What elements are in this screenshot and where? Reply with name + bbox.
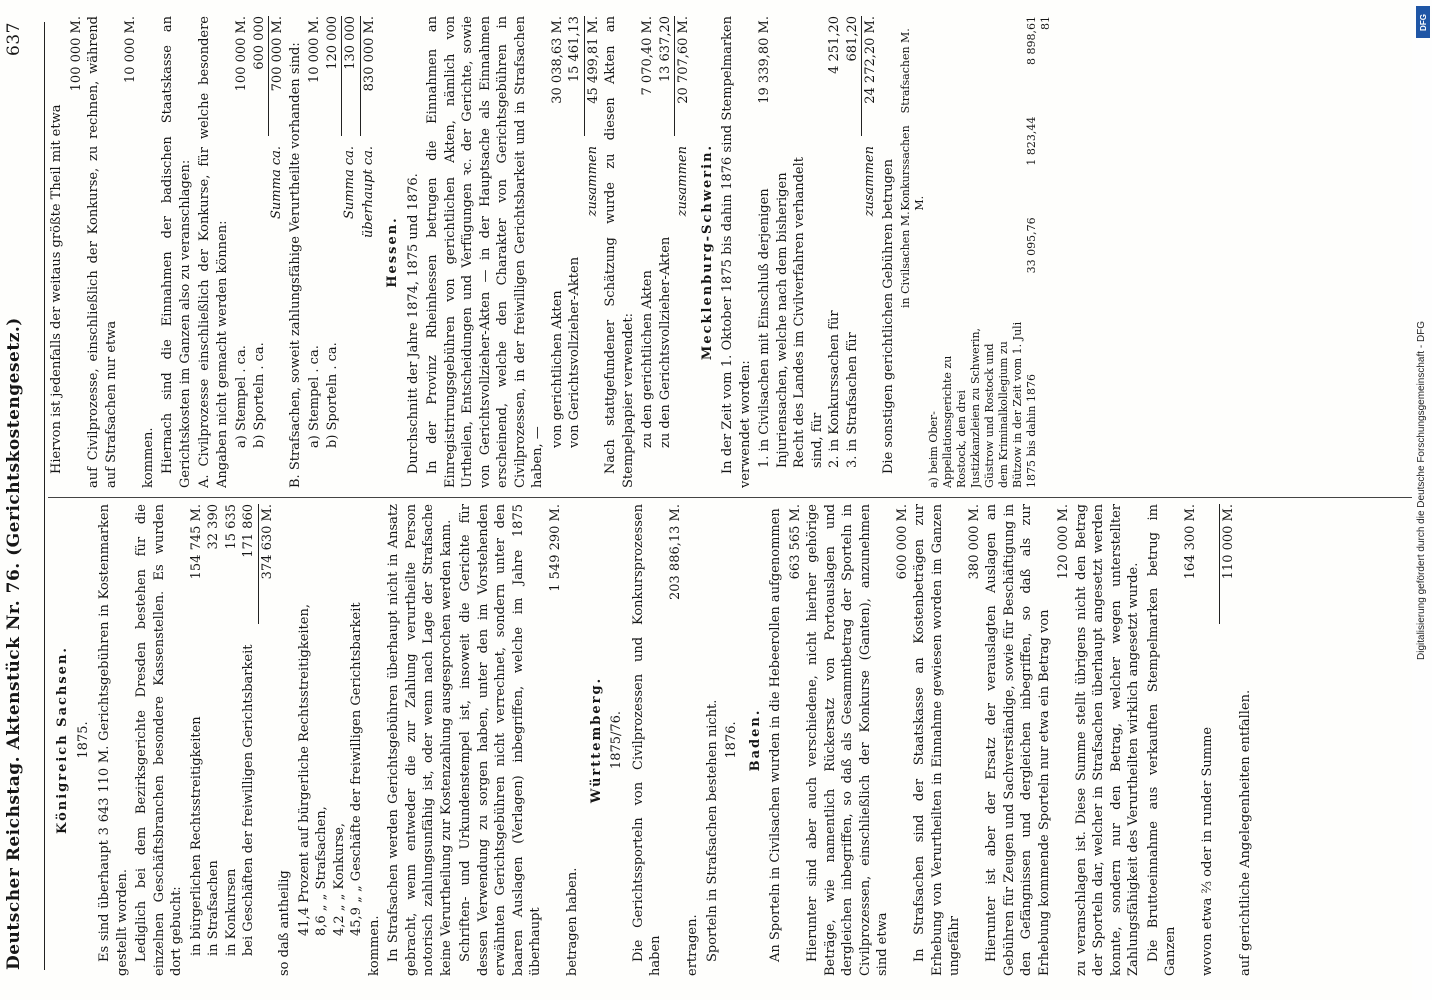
table-row: bei Geschäften der freiwilligen Gerichtsbarkeit 171 860 <box>241 504 256 956</box>
header-title: Deutscher Reichstag. Aktenstück Nr. 76. (Gerichtskostengesetz.) <box>4 317 24 970</box>
table-row: a) Stempel . ca. 100 000 M. <box>234 16 249 448</box>
sum-row: Summa ca. 700 000 M. <box>269 16 285 219</box>
section-heading-sachsen: Königreich Sachsen. <box>55 646 70 834</box>
paragraph: so daß antheilig <box>277 870 292 976</box>
paragraph: Schriften- und Urkundenstempel ist, insoweit die Gerichte für dessen Verwendung zu sorgen haben, unter den im Vorstehenden erwähnten Gerichtsgebühren nicht verrechnet, sondern unter den baaren Auslagen (Verlagen) inbegriffen, welche im Jahre 1875 überhaupt <box>458 504 543 976</box>
right-column <box>48 16 1412 488</box>
list-item: B. Strafsachen, soweit zahlungsfähige Verurtheilte vorhanden sind: <box>287 42 303 488</box>
paragraph: Durchschnitt der Jahre 1874, 1875 und 1876. <box>405 173 421 474</box>
paragraph: Die Bruttoeinnahme aus verkauften Stempelmarken betrug im Ganzen <box>1145 504 1178 976</box>
section-heading-baden: Baden. <box>747 708 763 772</box>
sum-row: zusammen 20 707,60 M. <box>675 16 691 217</box>
value-row: 120 000 M. <box>1056 504 1071 580</box>
dfg-logo: DFG <box>1416 6 1430 38</box>
value-row: 203 886,13 M. <box>667 504 683 601</box>
table-row: 1. in Civilsachen mit Einschluß derjenigen Injuriensachen, welche nach dem bisherigen Recht des Landes im Civilverfahren verhandelt sind, für 19 339,80 M. <box>757 16 825 468</box>
list-item: A. Civilprozesse einschließlich der Konkurse, für welche besondere Angaben nicht gemacht werden können: <box>197 16 230 488</box>
paragraph: In der Provinz Rheinhessen betrugen die Einnahmen an Einregistrirungsgebühren von gerichtlichen Akten, nämlich von Urtheilen, Entscheidungen und Verfügungen ꝛc. der Gerichte, sowie von Gerichtsvollzieher-Akten — in der Hauptsache als Einnahmen erscheinend, welche den Charakter von Gerichtsgebühren in Civilprozessen, in der freiwilligen Gerichtsbarkeit und in Strafsachen haben, — <box>425 16 545 488</box>
paragraph: Nach stattgefundener Schätzung wurde zu diesen Akten an Stempelpapier verwendet: <box>603 16 636 488</box>
paragraph: In der Zeit vom 1. Oktober 1875 bis dahin 1876 sind Stempelmarken verwendet worden: <box>720 16 753 488</box>
dfg-sidebar <box>1412 0 1432 1000</box>
list-item: 41,4 Prozent auf bürgerliche Rechtsstreitigkeiten, <box>296 604 312 936</box>
paragraph: Sporteln in Strafsachen bestehen nicht. <box>704 699 720 962</box>
paragraph: Hiervon ist jedenfalls der weitaus größte Theil mit etwa <box>49 104 64 474</box>
value-row: 10 000 M. <box>123 16 138 84</box>
paragraph: In Strafsachen werden Gerichtsgebühren überhaupt nicht in Ansatz gebracht, wenn entweder die zur Zahlung verurtheilte Person notorisch zahlungsunfähig ist, oder wenn nach Lage der Strafsache keine Verurtheilung zur Kostenzahlung ausgesprochen werden kann. <box>386 504 454 976</box>
paragraph: Es sind überhaupt 3 643 110 M. Gerichtsgebühren in Kostenmarken gestellt worden. <box>97 504 130 976</box>
value-row: 164 300 M. <box>1182 504 1198 580</box>
list-item: 8,6 „ „ Strafsachen, <box>314 806 329 936</box>
column-divider <box>48 497 1412 498</box>
paragraph: Die Gerichtssporteln von Civilprozessen und Konkursprozessen haben <box>630 504 663 976</box>
paragraph: auf Civilprozesse, einschließlich der Konkurse, zu rechnen, während auf Strafsachen nur etwa <box>86 16 119 488</box>
section-year: 1875. <box>75 721 91 759</box>
paragraph: An Sporteln in Civilsachen wurden in die Hebeerollen aufgenommen <box>768 508 783 962</box>
paragraph: Hierunter ist aber der Ersatz der verauslagten Auslagen an Gebühren für Zeugen und Sachverständige, sowie für Beschäftigung in den Gefängnissen und dergleichen inbegriffen, so daß als zur Erhebung kommende Sporteln nur etwa ein Betrag von <box>984 504 1052 976</box>
value-row: 663 565 M. <box>787 504 803 580</box>
table-row: von Gerichtsvollzieher-Akten 15 461,13 <box>567 16 582 448</box>
value-row: 1 549 290 M. <box>547 504 563 592</box>
table-row: a) beim Ober-Appellationsgerichte zu Rostock, den drei Justizkanzleien zu Schwerin, Güstrow und Rostock und dem Kriminalkollegium zu Bützow in der Zeit vom 1. Juli 1875 bis dahin 1876 33 095,76 1 823,44 8 898,61 <box>927 16 1038 488</box>
paragraph: Hiernach sind die Einnahmen der badischen Staatskasse an Gerichtskosten im Ganzen also zu veranschlagen: <box>160 16 193 488</box>
value-row: 600 000 M. <box>894 504 910 580</box>
section-heading-wuerttemberg: Württemberg. <box>588 676 604 804</box>
table-header: in Civilsachen M. Konkurssachen M. Strafsachen M. <box>899 28 926 308</box>
page-header <box>4 22 45 970</box>
sum-row: zusammen 24 272,20 M. <box>862 16 878 217</box>
sum-row: Summa ca. 130 000 <box>342 16 358 219</box>
paragraph: In Strafsachen sind der Staatskasse an Kostenbeträgen zur Erhebung von Verurtheilten in Einnahme gewiesen worden im Ganzen ungefähr <box>912 504 962 976</box>
section-heading-mecklenburg: Mecklenburg-Schwerin. <box>699 143 715 361</box>
sum-row: zusammen 45 499,81 M. <box>584 16 601 217</box>
table-row: 3. in Strafsachen für 681,20 <box>844 16 860 468</box>
paragraph: Lediglich bei dem Bezirksgerichte Dresden bestehen für die einzelnen Geschäftsbranchen besondere Kassenstellen. Es wurden dort gebucht: <box>134 504 184 976</box>
table-row: zu den Gerichtsvollzieher-Akten 13 637,20 <box>657 16 673 448</box>
dfg-credit: Digitalisierung gefördert durch die Deutsche Forschungsgemeinschaft - DFG <box>1416 320 1427 660</box>
section-year: 1876. <box>724 721 739 759</box>
list-item: 45,9 „ „ Geschäfte der freiwilligen Gerichtsbarkeit <box>349 602 364 936</box>
table-row: b) Sporteln . ca. 600 000 <box>251 16 267 448</box>
list-item: 4,2 „ „ Konkurse, <box>331 822 347 936</box>
table-row: zu den gerichtlichen Akten 7 070,40 M. <box>640 16 655 448</box>
table-row: in Strafsachen 32 390 <box>206 504 221 956</box>
sum-row: 374 630 M. <box>258 504 277 976</box>
page-number: 637 <box>4 22 24 56</box>
section-heading-hessen: Hessen. <box>385 216 400 288</box>
table-row: a) Stempel . ca. 10 000 M. <box>307 16 322 448</box>
table-row: 2. in Konkurssachen für 4 251,20 <box>827 16 842 468</box>
paragraph: auf gerichtliche Angelegenheiten entfallen. <box>1238 689 1253 976</box>
paragraph: Hierunter sind aber auch verschiedene, nicht hierher gehörige Beträge, wie namentlich Rückersatz von Portoauslagen und dergleichen inbegriffen, so daß als Gesammtbetrag der Sporteln in Civilprozessen, einschließlich der Konkurse (Ganten), anzunehmen sind etwa <box>805 504 890 976</box>
section-year: 1875/76. <box>609 710 624 770</box>
value-row: 380 000 M. <box>966 504 982 580</box>
left-column <box>48 504 1412 976</box>
paragraph: kommen. <box>366 915 382 976</box>
paragraph: betragen haben. <box>565 867 580 976</box>
paragraph: wovon etwa ⅔ oder in runder Summe <box>1200 726 1215 976</box>
paragraph: zu veranschlagen ist. Diese Summe stellt übrigens nicht den Betrag der Sporteln dar, welcher in Strafsachen überhaupt angesetzt werden konnte, sondern nur den Betrag, welcher wegen unterstellter Zahlungsfähigkeit des Verurtheilten wirklich angesetzt wurde. <box>1073 504 1141 976</box>
value-row: 110 000 M. <box>1219 504 1238 976</box>
table-row: b) Sporteln . ca. 120 000 <box>324 16 340 448</box>
paragraph: Die sonstigen gerichtlichen Gebühren betrugen <box>880 158 896 474</box>
table-row: in bürgerlichen Rechtsstreitigkeiten 154 745 M. <box>188 504 204 956</box>
paragraph: kommen. <box>140 427 156 488</box>
total-row: überhaupt ca. 830 000 M. <box>360 16 377 238</box>
paragraph: ertragen. <box>685 914 700 976</box>
table-row: von gerichtlichen Akten 30 038,63 M. <box>549 16 565 448</box>
table-row: in Konkursen 15 635 <box>223 504 239 956</box>
value-row: 100 000 M. <box>68 16 84 92</box>
table-row-extra: 81 <box>1039 16 1052 30</box>
